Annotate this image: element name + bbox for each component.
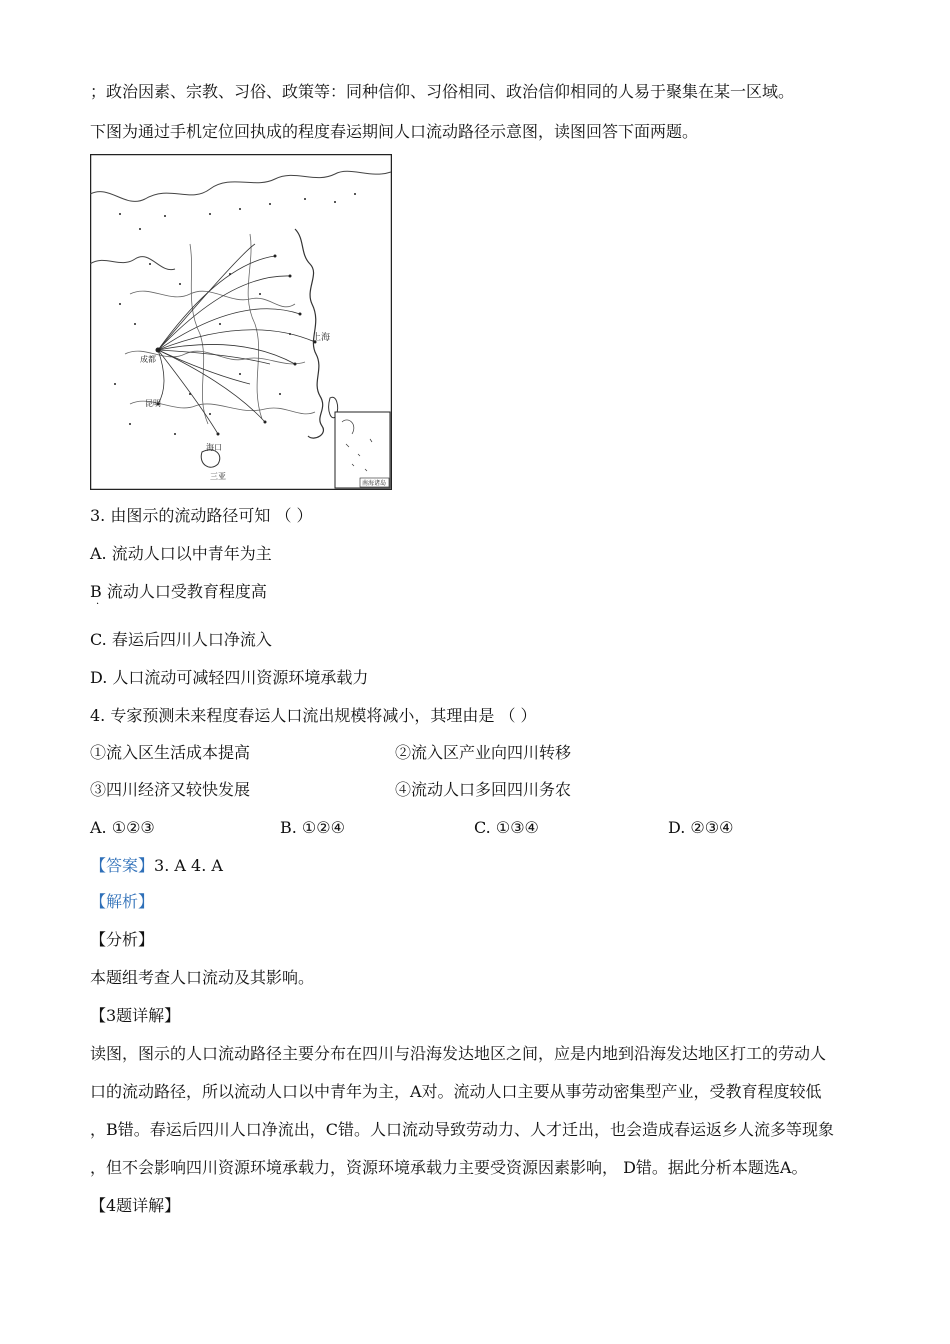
q4-option-c: C. ①③④ [474,818,539,837]
q4-option-b: B. ①②④ [280,818,345,837]
stray-dot: · [96,599,100,610]
label-chengdu: 成都 [140,355,156,364]
label-kunming: 昆明 [145,399,161,408]
q4-stem: 4. 专家预测未来程度春运人口流出规模将减小，其理由是 （ ） [90,706,537,725]
label-sanya: 三亚 [210,472,226,481]
q4-item-3: ③四川经济又较快发展 [90,780,251,799]
detail3-line-1: 读图，图示的人口流动路径主要分布在四川与沿海发达地区之间，应是内地到沿海发达地区打工的劳动人 [90,1044,827,1063]
detail3-line-4: ，但不会影响四川资源环境承载力，资源环境承载力主要受资源因素影响， D错。据此分析本题选A。 [90,1158,808,1177]
answer-line [90,856,223,876]
q4-item-2: ②流入区产业向四川转移 [395,743,572,762]
q3-option-a: A. 流动人口以中青年为主 [90,544,272,563]
label-shanghai: 上海 [312,333,331,343]
q4-item-1: ①流入区生活成本提高 [90,743,251,762]
intro-line-1: ；政治因素、宗教、习俗、政策等：同种信仰、习俗相同、政治信仰相同的人易于聚集在某一区域。 [90,82,795,101]
analysis-tag: 【解析】 [90,892,155,911]
q3-stem: 3. 由图示的流动路径可知 （ ） [90,506,313,525]
label-inset: 南海诸岛 [362,480,387,487]
intro-line-2: 下图为通过手机定位回执成的程度春运期间人口流动路径示意图，读图回答下面两题。 [90,122,699,141]
detail4-tag: 【4题详解】 [90,1196,181,1215]
q4-item-4: ④流动人口多回四川务农 [395,780,572,799]
q3-option-b: B 流动人口受教育程度高 [90,582,267,601]
detail3-line-3: ，B错。春运后四川人口净流出，C错。人口流动导致劳动力、人才迁出，也会造成春运返乡人流多等现象 [90,1120,835,1139]
q4-items-row-2 [90,780,850,800]
q4-items-row-1 [90,743,850,763]
detail3-tag: 【3题详解】 [90,1006,181,1025]
q4-options [90,818,850,838]
label-haikou: 海口 [206,443,222,452]
q3-option-d: D. 人口流动可减轻四川资源环境承载力 [90,668,369,687]
detail3-line-2: 口的流动路径，所以流动人口以中青年为主，A对。流动人口主要从事劳动密集型产业，受教育程度较低 [90,1082,822,1101]
answer-text: 3. A 4. A [154,856,223,875]
q4-option-a: A. ①②③ [90,818,155,837]
answer-tag: 【答案】 [90,856,155,875]
fenxi-text: 本题组考查人口流动及其影响。 [90,968,315,987]
q3-option-c: C. 春运后四川人口净流入 [90,630,272,649]
q4-option-d: D. ②③④ [668,818,734,837]
population-flow-map [90,154,392,490]
fenxi-tag: 【分析】 [90,930,155,949]
